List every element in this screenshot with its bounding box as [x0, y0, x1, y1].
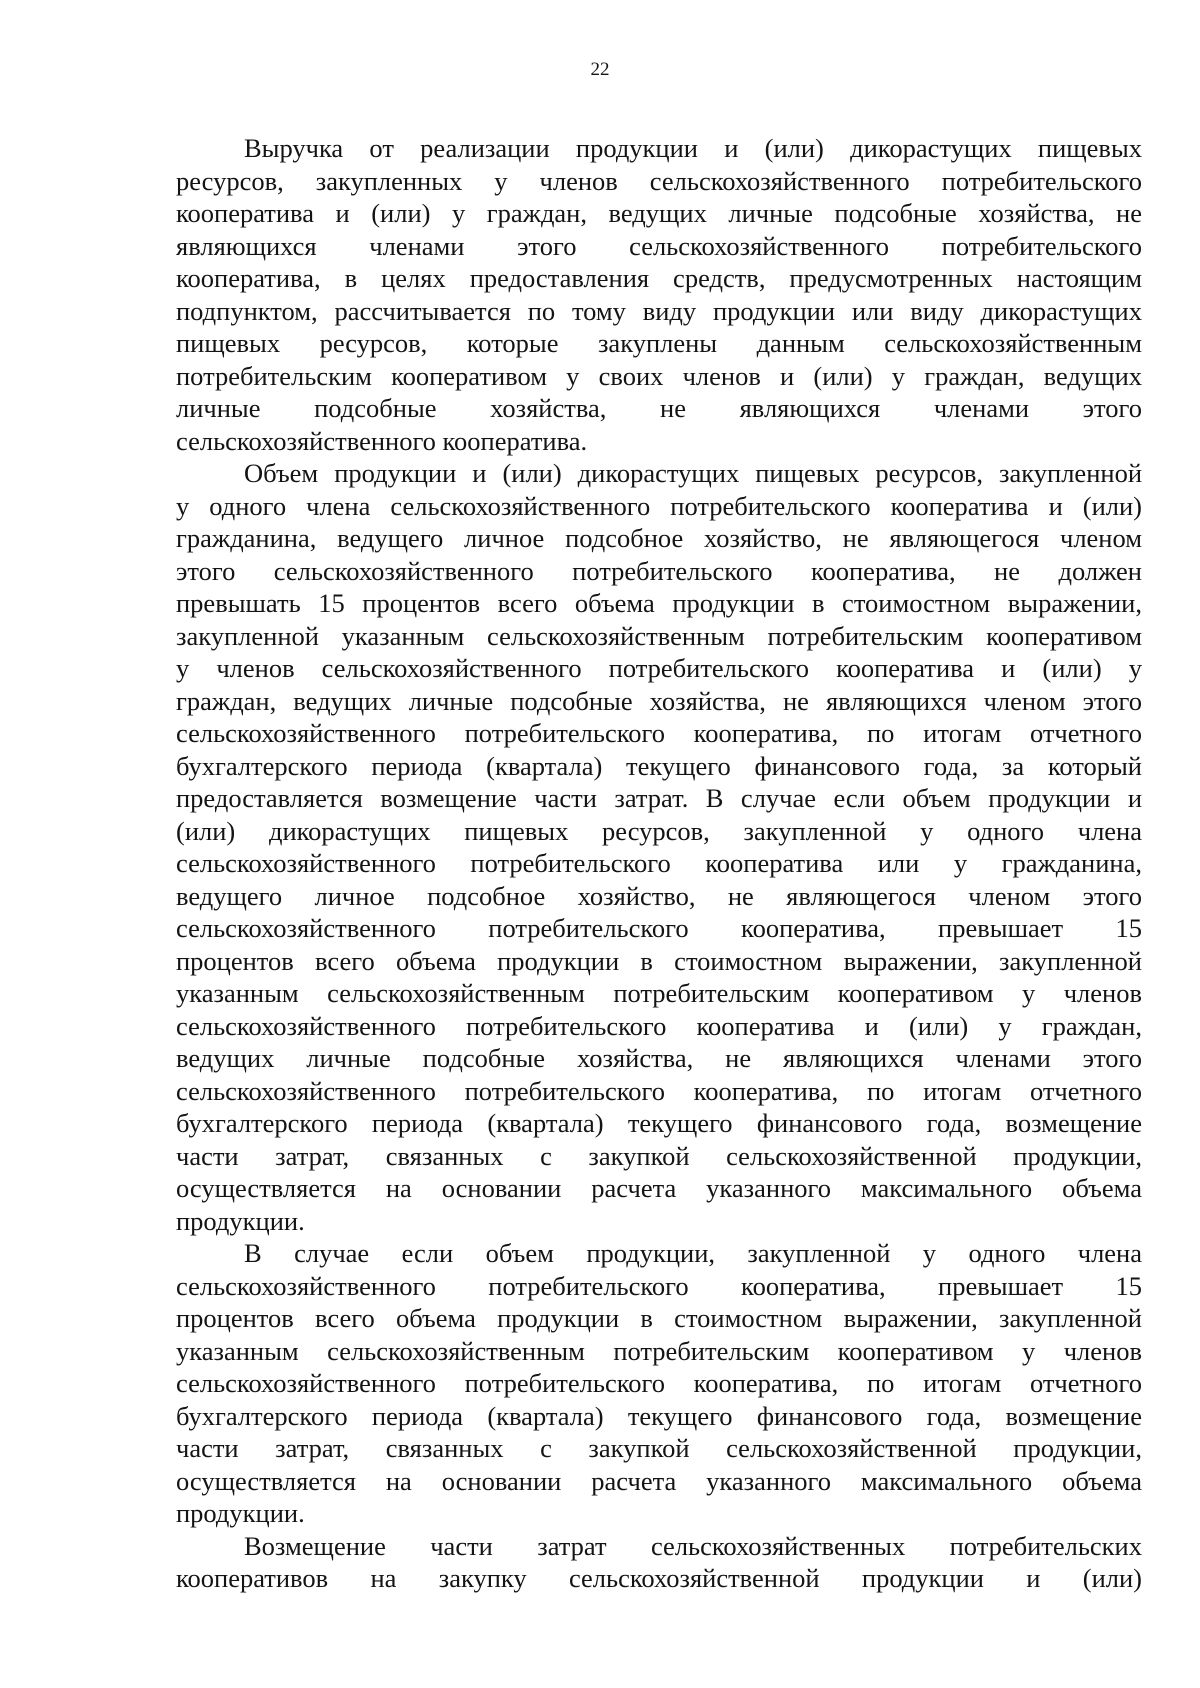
- page-number: 22: [590, 59, 610, 80]
- paragraph-line: являющихся членами этого сельскохозяйственного потребительского: [176, 230, 1142, 261]
- paragraph-line: Объем продукции и (или) дикорастущих пищевых ресурсов, закупленной: [244, 458, 1142, 488]
- paragraph: [176, 1530, 1142, 1595]
- paragraph-line: подпунктом, рассчитывается по тому виду продукции или виду дикорастущих: [176, 295, 1142, 326]
- paragraph-line: сельскохозяйственного потребительского кооператива, по итогам отчетного: [176, 718, 1142, 748]
- paragraph-line: потребительским кооперативом у своих членов и (или) у граждан, ведущих: [176, 360, 1142, 391]
- paragraph-line: у членов сельскохозяйственного потребительского кооператива и (или) у: [176, 653, 1142, 683]
- paragraph-line: продукции.: [176, 1205, 305, 1236]
- paragraph-line: бухгалтерского периода (квартала) текущего финансового года, за который: [176, 750, 1142, 781]
- paragraph-line: кооператива, в целях предоставления средств, предусмотренных настоящим: [176, 263, 1142, 293]
- paragraph: [176, 457, 1142, 1237]
- paragraph-line: указанным сельскохозяйственным потребительским кооперативом у членов: [176, 1335, 1142, 1366]
- paragraph-line: продукции.: [176, 1498, 305, 1528]
- paragraph-line: ведущих личные подсобные хозяйства, не являющихся членами этого: [176, 1043, 1142, 1073]
- paragraph-line: кооперативов на закупку сельскохозяйственной продукции и (или): [176, 1563, 1142, 1593]
- paragraph-line: сельскохозяйственного потребительского кооператива, превышает 15: [176, 1270, 1142, 1301]
- paragraph-line: (или) дикорастущих пищевых ресурсов, закупленной у одного члена: [176, 815, 1142, 846]
- paragraph-line: у одного члена сельскохозяйственного потребительского кооператива и (или): [176, 490, 1142, 521]
- paragraph-line: Выручка от реализации продукции и (или) дикорастущих пищевых: [244, 133, 1142, 163]
- paragraph-line: сельскохозяйственного потребительского кооператива, по итогам отчетного: [176, 1075, 1142, 1106]
- paragraph-line: осуществляется на основании расчета указанного максимального объема: [176, 1173, 1142, 1203]
- paragraph-line: личные подсобные хозяйства, не являющихся членами этого: [176, 393, 1142, 423]
- paragraph-line: этого сельскохозяйственного потребительского кооператива, не должен: [176, 555, 1142, 586]
- document-body: [176, 132, 1142, 1595]
- paragraph-line: ведущего личное подсобное хозяйство, не являющегося членом этого: [176, 880, 1142, 911]
- paragraph-line: превышать 15 процентов всего объема продукции в стоимостном выражении,: [176, 588, 1142, 618]
- paragraph-line: сельскохозяйственного потребительского кооператива или у гражданина,: [176, 848, 1142, 878]
- paragraph-line: кооператива и (или) у граждан, ведущих личные подсобные хозяйства, не: [176, 198, 1142, 228]
- paragraph-line: сельскохозяйственного потребительского кооператива, превышает 15: [176, 913, 1142, 943]
- paragraph: [176, 1237, 1142, 1530]
- paragraph-line: бухгалтерского периода (квартала) текущего финансового года, возмещение: [176, 1108, 1142, 1138]
- paragraph-line: бухгалтерского периода (квартала) текущего финансового года, возмещение: [176, 1400, 1142, 1431]
- paragraph: [176, 132, 1142, 457]
- paragraph-line: предоставляется возмещение части затрат. В случае если объем продукции и: [176, 783, 1142, 813]
- paragraph-line: В случае если объем продукции, закупленной у одного члена: [244, 1238, 1142, 1268]
- paragraph-line: пищевых ресурсов, которые закуплены данным сельскохозяйственным: [176, 328, 1142, 358]
- paragraph-line: сельскохозяйственного потребительского кооператива, по итогам отчетного: [176, 1368, 1142, 1398]
- paragraph-line: сельскохозяйственного кооператива.: [176, 425, 588, 456]
- paragraph-line: процентов всего объема продукции в стоимостном выражении, закупленной: [176, 1303, 1142, 1333]
- paragraph-line: закупленной указанным сельскохозяйственным потребительским кооперативом: [176, 620, 1142, 651]
- paragraph-line: Возмещение части затрат сельскохозяйственных потребительских: [244, 1530, 1142, 1561]
- paragraph-line: ресурсов, закупленных у членов сельскохозяйственного потребительского: [176, 165, 1142, 196]
- paragraph-line: процентов всего объема продукции в стоимостном выражении, закупленной: [176, 945, 1142, 976]
- paragraph-line: сельскохозяйственного потребительского кооператива и (или) у граждан,: [176, 1010, 1142, 1041]
- paragraph-line: гражданина, ведущего личное подсобное хозяйство, не являющегося членом: [176, 523, 1142, 553]
- paragraph-line: части затрат, связанных с закупкой сельскохозяйственной продукции,: [176, 1140, 1142, 1171]
- paragraph-line: указанным сельскохозяйственным потребительским кооперативом у членов: [176, 978, 1142, 1008]
- paragraph-line: части затрат, связанных с закупкой сельскохозяйственной продукции,: [176, 1433, 1142, 1463]
- paragraph-line: граждан, ведущих личные подсобные хозяйства, не являющихся членом этого: [176, 685, 1142, 716]
- paragraph-line: осуществляется на основании расчета указанного максимального объема: [176, 1465, 1142, 1496]
